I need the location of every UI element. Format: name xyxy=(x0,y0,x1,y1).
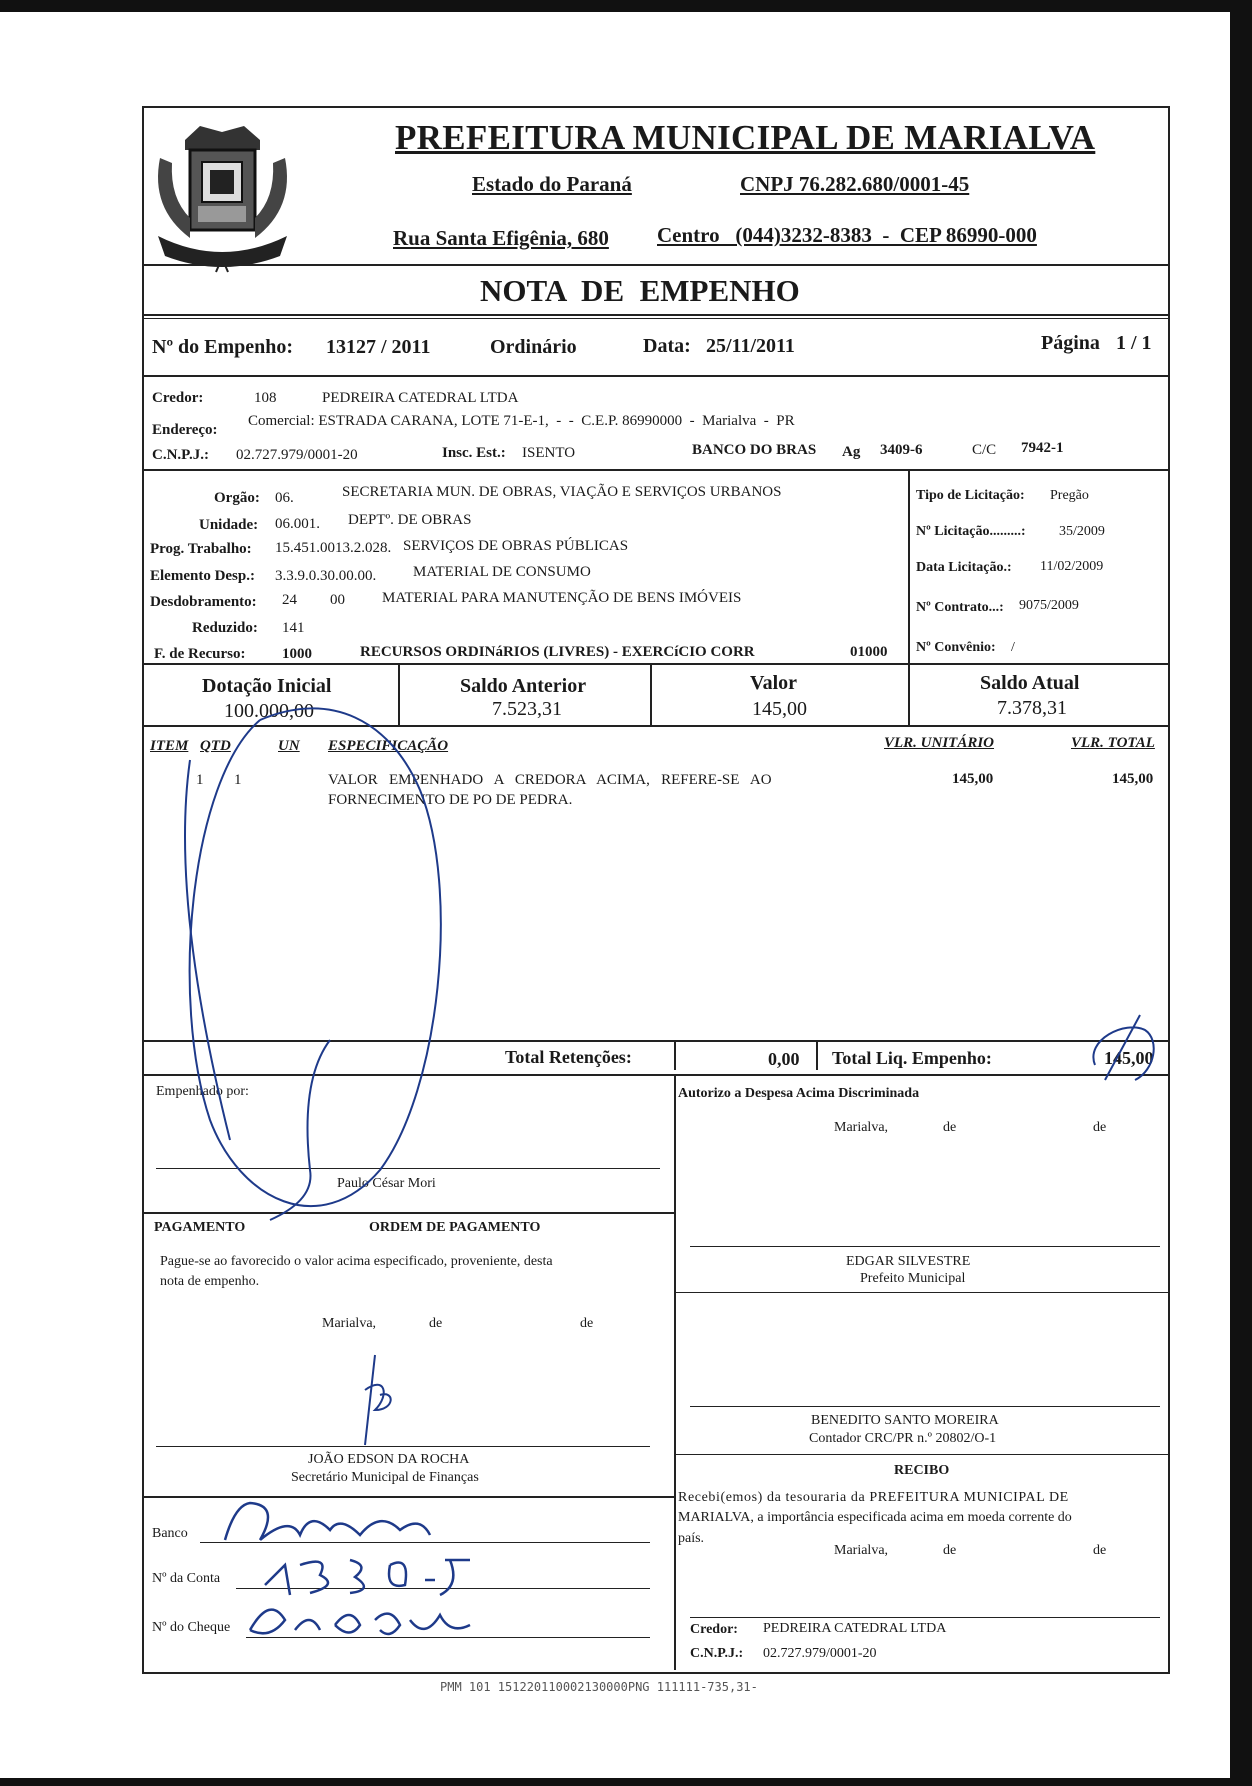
address-label: Rua Santa Efigênia, 680 xyxy=(393,226,609,250)
account-number: 7942-1 xyxy=(1021,440,1064,456)
desdobramento-code-1: 24 xyxy=(282,592,297,608)
reduzido-label: Reduzido: xyxy=(192,620,258,636)
recibo-title: RECIBO xyxy=(894,1463,950,1478)
handwritten-bank-name xyxy=(220,1495,450,1550)
scan-edge-top xyxy=(0,0,1252,12)
account-label: C/C xyxy=(972,442,997,458)
credor-code: 108 xyxy=(254,390,277,406)
autorizo-de-1: de xyxy=(943,1120,957,1135)
coat-of-arms-logo xyxy=(150,118,295,273)
recibo-marialva: Marialva, xyxy=(834,1543,889,1558)
autorizo-marialva: Marialva, xyxy=(834,1120,889,1135)
total-liq-value: 145,00 xyxy=(1104,1048,1154,1068)
empenho-type: Ordinário xyxy=(490,336,577,358)
agency-number: 3409-6 xyxy=(880,442,923,458)
item-total-value: 145,00 xyxy=(1112,771,1154,787)
recibo-de-1: de xyxy=(943,1543,957,1558)
licitacao-date-label: Data Licitação.: xyxy=(916,560,1012,575)
document-title: NOTA DE EMPENHO xyxy=(480,273,800,308)
item-unit-value: 145,00 xyxy=(952,771,994,787)
item-description-1: VALOR EMPENHADO A CREDORA ACIMA, REFERE-SE AO xyxy=(328,772,772,788)
desdobramento-code-2: 00 xyxy=(330,592,345,608)
col-qtd: QTD xyxy=(200,738,231,754)
col-especificacao: ESPECIFICAÇÃO xyxy=(328,738,449,754)
licitacao-type-label: Tipo de Licitação: xyxy=(916,488,1025,503)
col-item: ITEM xyxy=(150,738,189,754)
elemento-label: Elemento Desp.: xyxy=(150,568,255,584)
recurso-code-2: 01000 xyxy=(850,644,888,660)
cnpj-field-label: C.N.P.J.: xyxy=(152,447,209,463)
orgao-name: SECRETARIA MUN. DE OBRAS, VIAÇÃO E SERVIÇOS URBANOS xyxy=(342,484,782,500)
saldo-anterior-value: 7.523,31 xyxy=(492,698,562,720)
elemento-name: MATERIAL DE CONSUMO xyxy=(413,564,591,580)
saldo-atual-value: 7.378,31 xyxy=(997,697,1067,719)
pague-text-2: nota de empenho. xyxy=(160,1274,260,1289)
contador-title: Contador CRC/PR n.º 20802/O-1 xyxy=(809,1431,997,1446)
credor-cnpj: 02.727.979/0001-20 xyxy=(236,447,358,463)
recurso-code: 1000 xyxy=(282,646,312,662)
valor-value: 145,00 xyxy=(752,698,807,720)
pagamento-label: PAGAMENTO xyxy=(154,1220,246,1235)
recibo-text-1: Recebi(emos) da tesouraria da PREFEITURA MUNICIPAL DE xyxy=(678,1490,1069,1505)
ordem-pagamento-label: ORDEM DE PAGAMENTO xyxy=(369,1220,541,1235)
contrato-label: Nº Contrato...: xyxy=(916,600,1004,615)
address-field-label: Endereço: xyxy=(152,422,218,438)
unidade-name: DEPTº. DE OBRAS xyxy=(348,512,472,528)
recibo-credor-name: PEDREIRA CATEDRAL LTDA xyxy=(763,1621,947,1636)
empenhado-por-label: Empenhado por: xyxy=(156,1084,249,1099)
licitacao-type: Pregão xyxy=(1050,488,1089,503)
recibo-text-2: MARIALVA, a importância especificada acima em moeda corrente do xyxy=(678,1510,1072,1525)
banco-label: Banco xyxy=(152,1526,188,1541)
reduzido-value: 141 xyxy=(282,620,305,636)
city-hall-title: PREFEITURA MUNICIPAL DE MARIALVA xyxy=(395,118,1096,157)
valor-label: Valor xyxy=(750,672,798,694)
elemento-code: 3.3.9.0.30.00.00. xyxy=(275,568,377,584)
page-label: Página xyxy=(1041,332,1100,354)
page-number: 1 / 1 xyxy=(1116,332,1152,354)
col-unit-value: VLR. UNITÁRIO xyxy=(884,735,995,751)
bank-name: BANCO DO BRAS xyxy=(692,442,817,458)
handwritten-check-mark xyxy=(1085,1010,1165,1090)
prog-code: 15.451.0013.2.028. xyxy=(275,540,392,556)
orgao-label: Orgão: xyxy=(214,490,260,506)
scan-edge-bottom xyxy=(0,1778,1252,1786)
empenhado-por-name: Paulo César Mori xyxy=(337,1176,436,1191)
recibo-de-2: de xyxy=(1093,1543,1107,1558)
credor-address: Comercial: ESTRADA CARANA, LOTE 71-E-1, - - C.E.P. 86990000 - Marialva - PR xyxy=(248,413,795,429)
desdobramento-label: Desdobramento: xyxy=(150,594,257,610)
conta-label: Nº da Conta xyxy=(152,1571,221,1586)
recibo-credor-label: Credor: xyxy=(690,1622,738,1637)
prefeito-title: Prefeito Municipal xyxy=(860,1271,966,1286)
autorizo-label: Autorizo a Despesa Acima Discriminada xyxy=(678,1086,920,1101)
dotacao-inicial-label: Dotação Inicial xyxy=(202,675,332,697)
total-liq-label: Total Liq. Empenho: xyxy=(832,1048,992,1068)
credor-label: Credor: xyxy=(152,390,204,406)
contador-name: BENEDITO SANTO MOREIRA xyxy=(811,1413,999,1428)
empenho-date: 25/11/2011 xyxy=(706,335,795,357)
empenho-number: 13127 / 2011 xyxy=(326,336,431,358)
col-total-value: VLR. TOTAL xyxy=(1071,735,1155,751)
recibo-text-3: país. xyxy=(678,1531,705,1546)
item-qty: 1 xyxy=(234,772,242,788)
saldo-anterior-label: Saldo Anterior xyxy=(460,675,587,697)
autorizo-de-2: de xyxy=(1093,1120,1107,1135)
convenio-number: / xyxy=(1011,640,1015,655)
licitacao-number: 35/2009 xyxy=(1059,524,1105,539)
insc-label: Insc. Est.: xyxy=(442,445,506,461)
saldo-atual-label: Saldo Atual xyxy=(980,672,1080,694)
handwritten-cheque-number xyxy=(240,1590,480,1645)
contrato-number: 9075/2009 xyxy=(1019,598,1079,613)
agency-label: Ag xyxy=(842,444,861,460)
handwritten-signature-oval xyxy=(150,700,510,1230)
pagamento-marialva: Marialva, xyxy=(322,1316,377,1331)
scan-edge-right xyxy=(1230,0,1252,1786)
recibo-cnpj: 02.727.979/0001-20 xyxy=(763,1646,877,1661)
handwritten-initials xyxy=(350,1350,410,1450)
recibo-cnpj-label: C.N.P.J.: xyxy=(690,1646,744,1661)
credor-insc: ISENTO xyxy=(522,445,576,461)
unidade-code: 06.001. xyxy=(275,516,320,532)
empenho-number-label: Nº do Empenho: xyxy=(152,336,294,358)
secretario-title: Secretário Municipal de Finanças xyxy=(291,1470,479,1485)
retencoes-value: 0,00 xyxy=(768,1049,800,1069)
item-number: 1 xyxy=(196,772,204,788)
unidade-label: Unidade: xyxy=(199,517,259,533)
contact-label: Centro (044)3232-8383 - CEP 86990-000 xyxy=(657,223,1037,247)
convenio-label: Nº Convênio: xyxy=(916,640,996,655)
pagamento-de-2: de xyxy=(580,1316,594,1331)
cheque-label: Nº do Cheque xyxy=(152,1620,231,1635)
col-un: UN xyxy=(278,738,300,754)
state-label: Estado do Paraná xyxy=(472,172,632,196)
item-description-2: FORNECIMENTO DE PO DE PEDRA. xyxy=(328,792,573,808)
dotacao-inicial-value: 100.000,00 xyxy=(224,700,314,722)
prefeito-name: EDGAR SILVESTRE xyxy=(846,1254,971,1269)
licitacao-date: 11/02/2009 xyxy=(1040,559,1104,574)
secretario-name: JOÃO EDSON DA ROCHA xyxy=(308,1452,470,1467)
retencoes-label: Total Retenções: xyxy=(505,1047,632,1067)
pagamento-de-1: de xyxy=(429,1316,443,1331)
recurso-label: F. de Recurso: xyxy=(154,646,246,662)
recurso-name: RECURSOS ORDINáRIOS (LIVRES) - EXERCíCIO CORR xyxy=(360,644,755,660)
cnpj-label: CNPJ 76.282.680/0001-45 xyxy=(740,172,970,196)
prog-name: SERVIÇOS DE OBRAS PÚBLICAS xyxy=(403,538,629,554)
footer-code: PMM 101 151220110002130000PNG 111111-735,31- xyxy=(440,1680,758,1694)
credor-name: PEDREIRA CATEDRAL LTDA xyxy=(322,390,519,406)
pague-text-1: Pague-se ao favorecido o valor acima especificado, proveniente, desta xyxy=(160,1254,553,1269)
desdobramento-name: MATERIAL PARA MANUTENÇÃO DE BENS IMÓVEIS xyxy=(382,590,742,606)
licitacao-number-label: Nº Licitação.........: xyxy=(916,524,1026,539)
orgao-code: 06. xyxy=(275,490,294,506)
prog-label: Prog. Trabalho: xyxy=(150,541,252,557)
empenho-date-label: Data: xyxy=(643,335,691,357)
